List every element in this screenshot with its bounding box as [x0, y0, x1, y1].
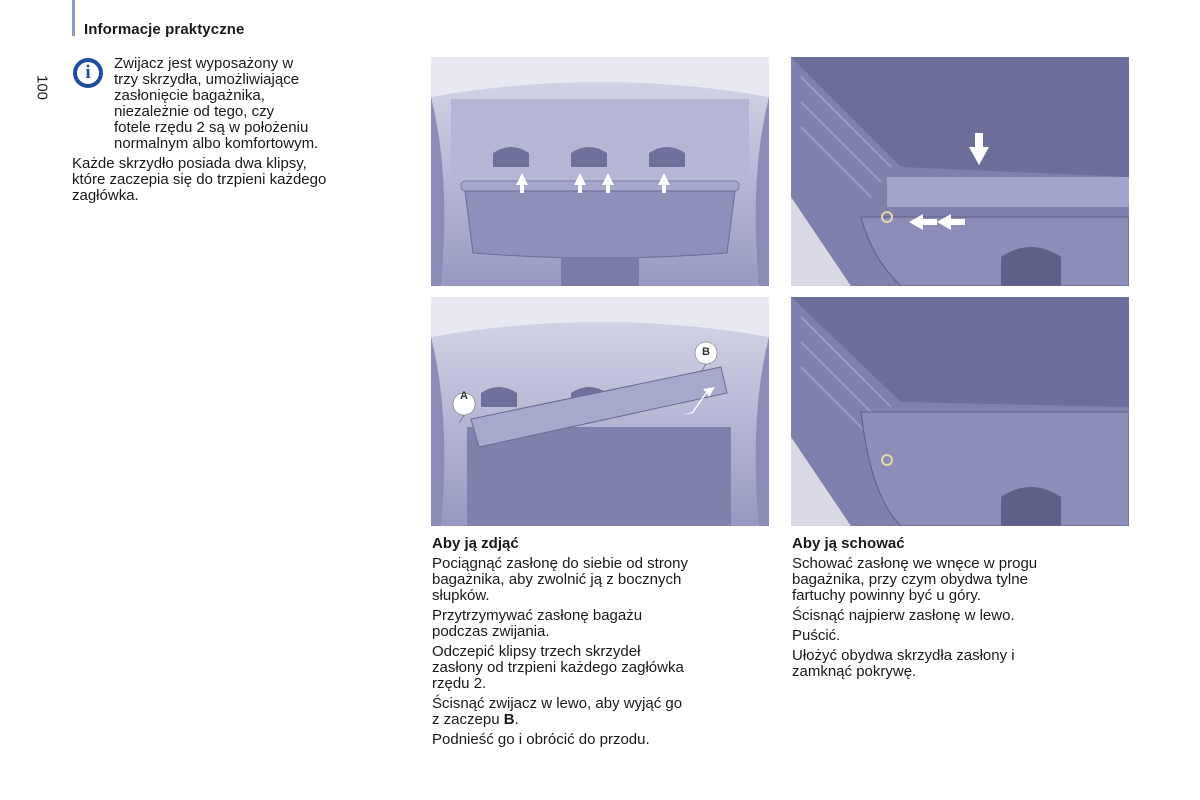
remove-step-4 [432, 696, 777, 728]
section-marker-bar [72, 0, 75, 36]
store-step-4: Ułożyć obydwa skrzydła zasłony i zamknąć pokrywę. [792, 647, 1015, 680]
photo-cover-installed [431, 57, 769, 286]
remove-step-4-bold: B [503, 711, 515, 728]
photo-cover-stowing [791, 57, 1129, 286]
remove-step-5: Podnieść go i obrócić do przodu. [432, 731, 650, 748]
store-step-2: Ścisnąć najpierw zasłonę w lewo. [792, 607, 1015, 624]
store-title: Aby ją schować [792, 535, 905, 552]
photo-cover-stowed [791, 297, 1129, 526]
info-note-text: Zwijacz jest wyposażony w trzy skrzydła, umożliwiające zasłonięcie bagażnika, niezależnie od tego, czy fotele rzędu 2 są w położeniu normalnym albo komfortowym. [114, 55, 319, 152]
store-step-3: Puścić. [792, 627, 841, 644]
clips-paragraph: Każde skrzydło posiada dwa klipsy, które zaczepia się do trzpieni każdego zagłówka. [72, 155, 327, 204]
store-instructions [792, 536, 1137, 684]
callout-a: A [460, 390, 468, 402]
remove-title: Aby ją zdjąć [432, 535, 519, 552]
remove-step-1: Pociągnąć zasłonę do siebie od strony bagażnika, aby zwolnić ją z bocznych słupków. [432, 555, 688, 604]
section-title: Informacje praktyczne [84, 21, 245, 38]
photo-cover-removal [431, 297, 769, 526]
callout-b: B [702, 346, 710, 358]
info-icon [73, 58, 103, 88]
remove-instructions [432, 536, 777, 752]
store-step-1: Schować zasłonę we wnęce w progu bagażnika, przy czym obydwa tylne fartuchy powinny być u góry. [792, 555, 1038, 604]
info-icon-glyph: i [77, 62, 99, 84]
remove-step-4-text: Ścisnąć zwijacz w lewo, aby wyjąć go z zaczepu [432, 695, 683, 728]
remove-step-3: Odczepić klipsy trzech skrzydeł zasłony od trzpieni każdego zagłówka rzędu 2. [432, 643, 684, 692]
remove-step-4-end: . [514, 711, 519, 728]
remove-step-2: Przytrzymywać zasłonę bagażu podczas zwijania. [432, 607, 643, 640]
page-number: 100 [33, 74, 51, 101]
